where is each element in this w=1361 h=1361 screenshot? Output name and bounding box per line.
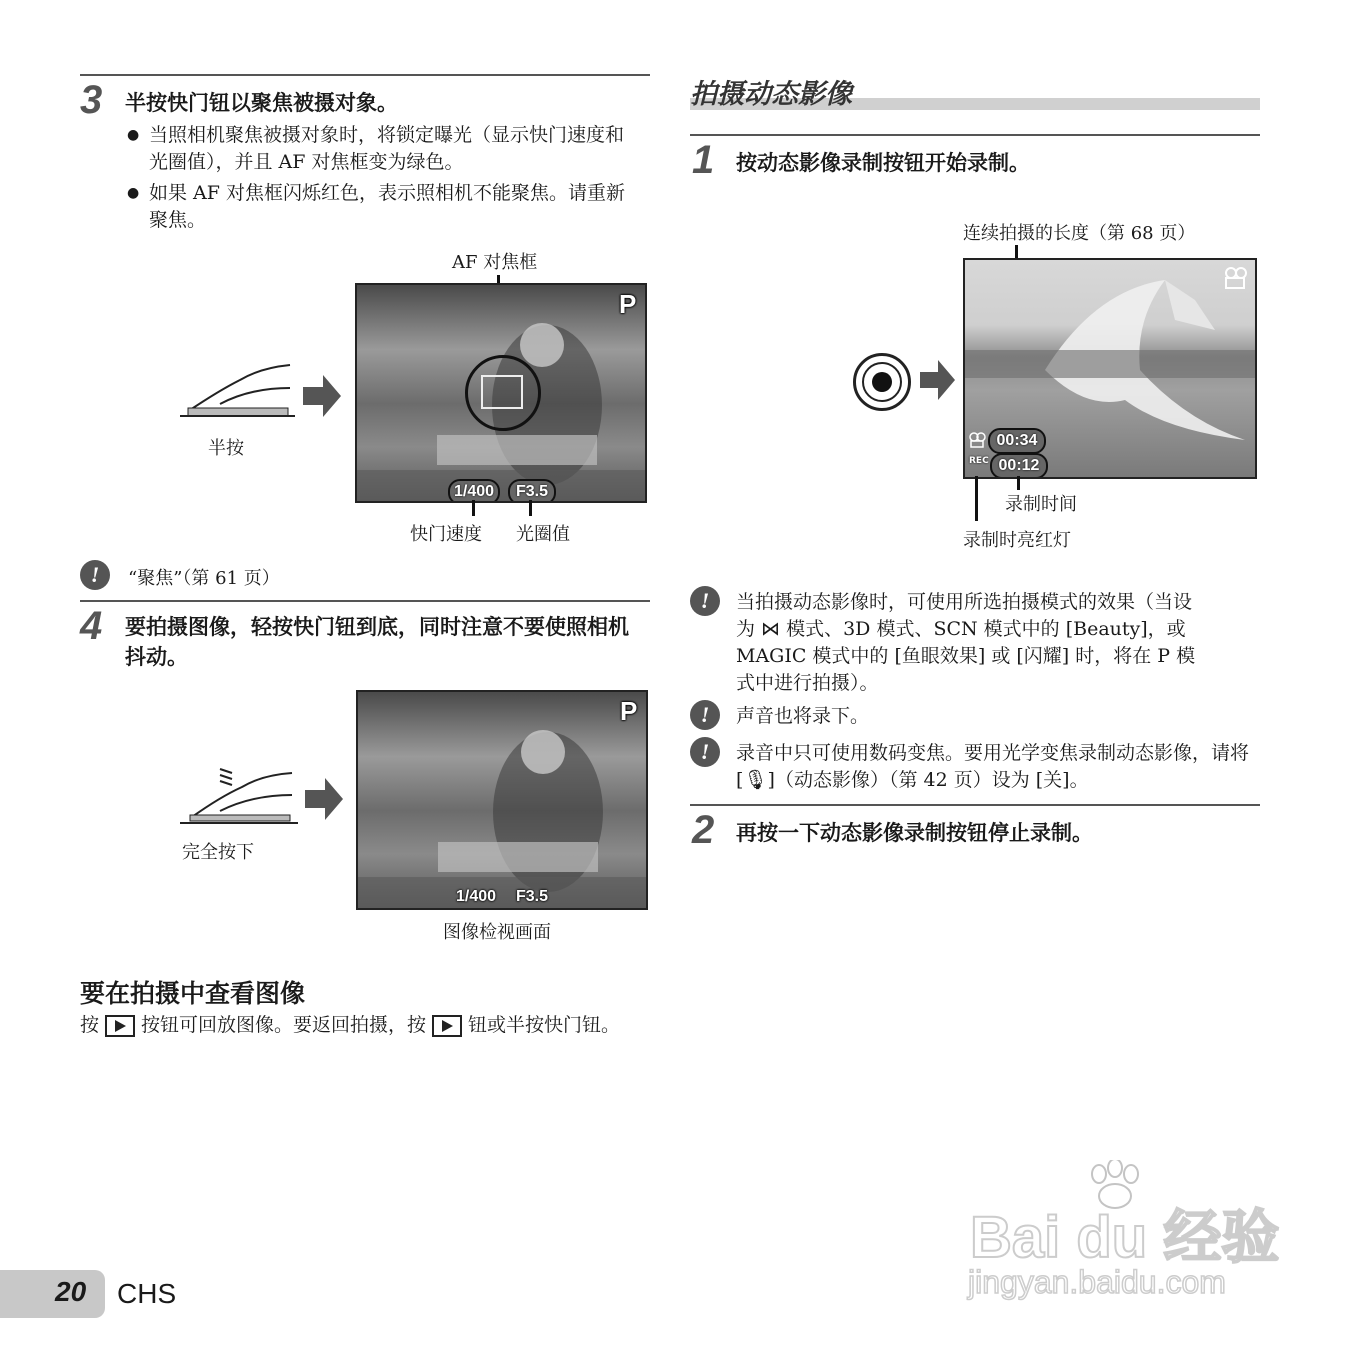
baidu-watermark-url: jingyan.baidu.com bbox=[968, 1264, 1226, 1300]
arrow-right-icon bbox=[303, 375, 343, 417]
review-screen-label: 图像检视画面 bbox=[443, 922, 551, 943]
movie-note-2: 声音也将录下。 bbox=[736, 705, 870, 727]
step3-bullet-2: ● 如果 AF 对焦框闪烁红色，表示照相机不能聚焦。请重新聚焦。 bbox=[149, 180, 639, 234]
step3-bullet-1: ● 当照相机聚焦被摄对象时，将锁定曝光（显示快门速度和光圈值），并且 AF 对焦框变为绿色。 bbox=[149, 122, 639, 176]
half-press-finger-illustration bbox=[180, 360, 300, 420]
movie-camera-icon bbox=[1223, 266, 1249, 290]
baidu-watermark-brand: Bai du 经验 bbox=[970, 1205, 1280, 1270]
movie-step2-number: 2 bbox=[692, 808, 715, 852]
af-screen-photo bbox=[355, 283, 647, 503]
playback-button-icon bbox=[105, 1015, 135, 1037]
aperture-readout: F3.5 bbox=[516, 888, 549, 905]
af-frame-label: AF 对焦框 bbox=[452, 252, 538, 273]
recording-time-label: 录制时间 bbox=[1005, 494, 1077, 515]
caution-icon: ! bbox=[690, 737, 720, 767]
language-code: CHS bbox=[117, 1278, 177, 1309]
rec-lamp-indicator: REC bbox=[969, 456, 989, 466]
mode-indicator: P bbox=[619, 289, 637, 319]
shutter-speed-readout: 1/400 bbox=[456, 888, 497, 905]
aperture-label: 光圈值 bbox=[516, 524, 570, 545]
caution-icon: ! bbox=[690, 586, 720, 616]
step4-number: 4 bbox=[80, 604, 103, 648]
movie-section-heading: 拍摄动态影像 bbox=[690, 79, 852, 110]
full-press-label: 完全按下 bbox=[182, 842, 254, 863]
shutter-leader-line bbox=[472, 500, 475, 516]
movie-mode-small-icon bbox=[969, 432, 987, 448]
movie-note-3: 录音中只可使用数码变焦。要用光学变焦录制动态影像，请将 [🎙]（动态影像）（第 42 页）设为 [关]。 bbox=[736, 742, 1250, 791]
movie-record-button-icon bbox=[853, 353, 911, 411]
af-target-frame bbox=[481, 375, 523, 409]
review-screen-photo bbox=[356, 690, 648, 910]
focus-reference-note: “聚焦”（第 61 页） bbox=[128, 568, 280, 589]
paw-logo-icon bbox=[1085, 1160, 1145, 1210]
page-number-tab bbox=[0, 1270, 105, 1318]
aperture-readout: F3.5 bbox=[508, 479, 556, 503]
elapsed-time-readout: 00:12 bbox=[990, 453, 1048, 479]
step3-number: 3 bbox=[80, 78, 103, 122]
movie-note-1: 当拍摄动态影像时，可使用所选拍摄模式的效果（当设为 ⋈ 模式、3D 模式、SCN 模式中的 [Beauty]，或 MAGIC 模式中的 [鱼眼效果] 或 [闪耀] 时，将在 P 模式中进行拍摄）。 bbox=[736, 591, 1196, 694]
movie-step1-rule bbox=[690, 134, 1260, 136]
rec-lamp-leader-line bbox=[975, 476, 978, 521]
full-press-finger-illustration bbox=[180, 765, 300, 827]
mode-indicator: P bbox=[620, 696, 638, 726]
step3-title: 半按快门钮以聚焦被摄对象。 bbox=[125, 91, 398, 115]
shutter-speed-label: 快门速度 bbox=[410, 524, 482, 545]
step3-rule bbox=[80, 74, 650, 76]
view-section-text: 按 按钮可回放图像。要返回拍摄，按 钮或半按快门钮。 bbox=[80, 1014, 621, 1036]
playback-button-icon bbox=[432, 1015, 462, 1037]
caution-icon: ! bbox=[690, 700, 720, 730]
step4-title: 要拍摄图像，轻按快门钮到底，同时注意不要使照相机抖动。 bbox=[125, 615, 629, 669]
aperture-leader-line bbox=[529, 500, 532, 516]
caution-icon: ! bbox=[80, 560, 110, 590]
movie-step2-title: 再按一下动态影像录制按钮停止录制。 bbox=[736, 821, 1093, 845]
rec-lamp-label: 录制时亮红灯 bbox=[963, 530, 1071, 551]
movie-step2-rule bbox=[690, 804, 1260, 806]
page-number: 20 bbox=[55, 1276, 87, 1307]
step4-rule bbox=[80, 600, 650, 602]
continuous-length-label: 连续拍摄的长度（第 68 页） bbox=[963, 223, 1196, 244]
movie-step1-title: 按动态影像录制按钮开始录制。 bbox=[736, 151, 1030, 175]
view-section-heading: 要在拍摄中查看图像 bbox=[80, 979, 306, 1008]
movie-step1-number: 1 bbox=[692, 138, 715, 182]
arrow-right-icon bbox=[920, 360, 956, 400]
shutter-speed-readout: 1/400 bbox=[448, 479, 500, 503]
rec-time-leader-line bbox=[1017, 476, 1020, 490]
half-press-label: 半按 bbox=[208, 438, 244, 459]
remaining-time-readout: 00:34 bbox=[988, 428, 1046, 454]
arrow-right-icon bbox=[305, 778, 345, 820]
movie-screen-photo bbox=[963, 258, 1257, 479]
